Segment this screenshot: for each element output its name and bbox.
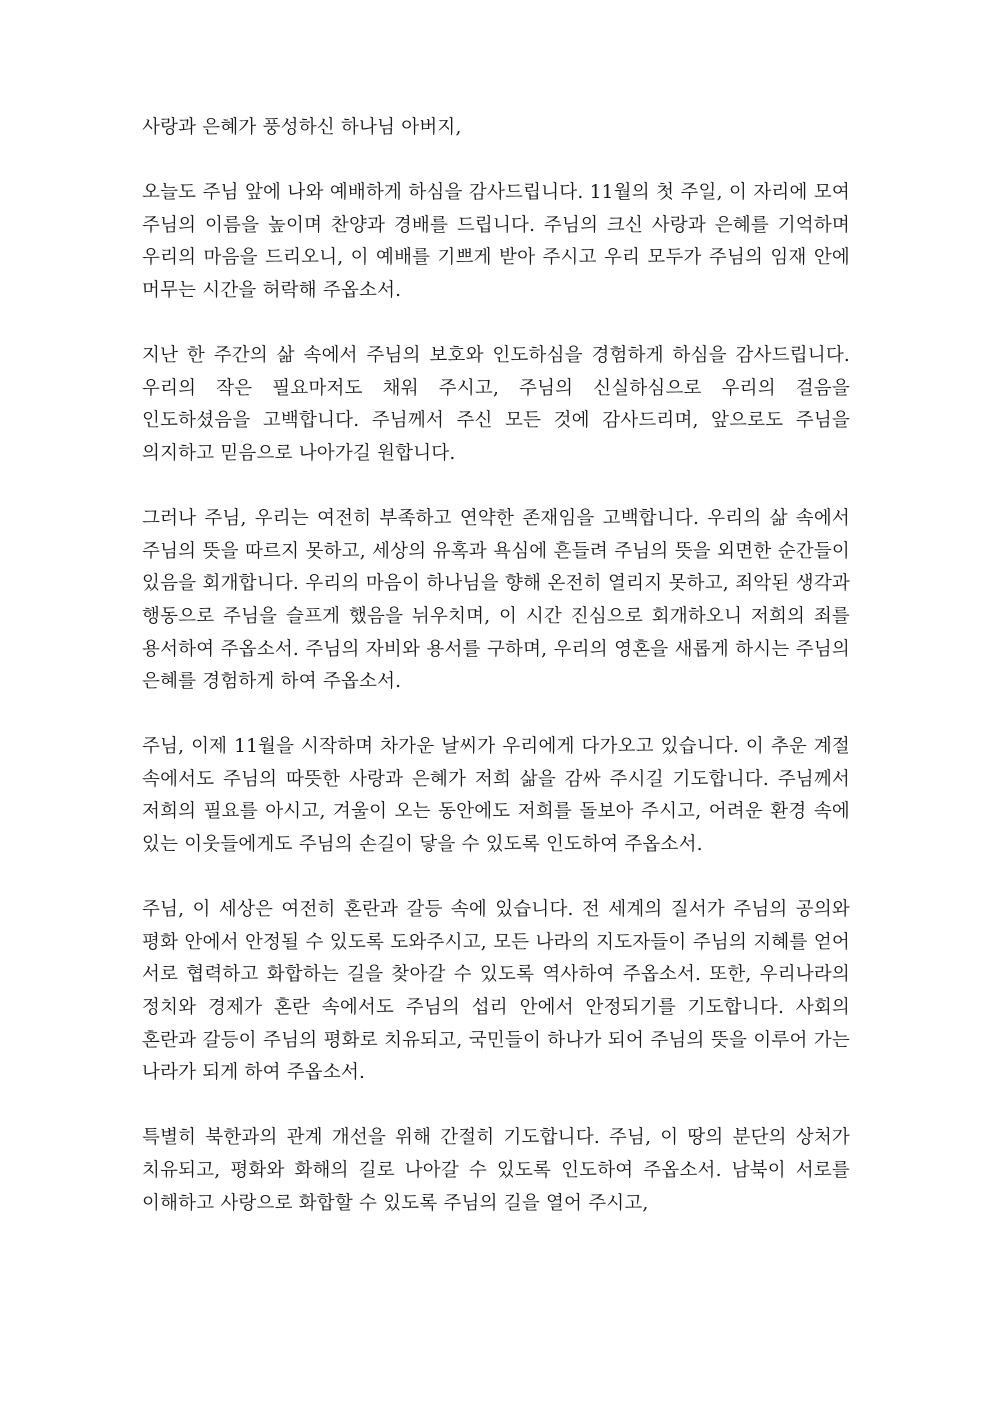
paragraph-november: 주님, 이제 11월을 시작하며 차가운 날씨가 우리에게 다가오고 있습니다. 이 추운 계절 속에서도 주님의 따뜻한 사랑과 은혜가 저희 삶을 감싸 주시길 기도합니다. 주님께서 저희의 필요를 아시고, 겨울이 오는 동안에도 저희를 돌보아 주시고, 어려운 환경 속에 있는 이웃들에게도 주님의 손길이 닿을 수 있도록 인도하여 주옵소서. <box>142 736 850 856</box>
greeting-line: 사랑과 은혜가 풍성하신 하나님 아버지, <box>142 117 462 138</box>
paragraph-world-nation: 주님, 이 세상은 여전히 혼란과 갈등 속에 있습니다. 전 세계의 질서가 주님의 공의와 평화 안에서 안정될 수 있도록 도와주시고, 모든 나라의 지도자들이 주님의 지혜를 얻어 서로 협력하고 화합하는 길을 찾아갈 수 있도록 역사하여 주옵소서. 또한, 우리나라의 정치와 경제가 혼란 속에서도 주님의 섭리 안에서 안정되기를 기도합니다. 사회의 혼란과 갈등이 주님의 평화로 치유되고, 국민들이 하나가 되어 주님의 뜻을 이루어 가는 나라가 되게 하여 주옵소서. <box>142 899 850 1084</box>
paragraph-repentance: 그러나 주님, 우리는 여전히 부족하고 연약한 존재임을 고백합니다. 우리의 삶 속에서 주님의 뜻을 따르지 못하고, 세상의 유혹과 욕심에 흔들려 주님의 뜻을 외면한 순간들이 있음을 회개합니다. 우리의 마음이 하나님을 향해 온전히 열리지 못하고, 죄악된 생각과 행동으로 주님을 슬프게 했음을 뉘우치며, 이 시간 진심으로 회개하오니 저희의 죄를 용서하여 주옵소서. 주님의 자비와 용서를 구하며, 우리의 영혼을 새롭게 하시는 주님의 은혜를 경험하게 하여 주옵소서. <box>142 508 850 693</box>
paragraph-north-korea: 특별히 북한과의 관계 개선을 위해 간절히 기도합니다. 주님, 이 땅의 분단의 상처가 치유되고, 평화와 화해의 길로 나아갈 수 있도록 인도하여 주옵소서. 남북이 서로를 이해하고 사랑으로 화합할 수 있도록 주님의 길을 열어 주시고, <box>142 1127 850 1214</box>
paragraph-thanksgiving-week: 지난 한 주간의 삶 속에서 주님의 보호와 인도하심을 경험하게 하심을 감사드립니다. 우리의 작은 필요마저도 채워 주시고, 주님의 신실하심으로 우리의 걸음을 인도하셨음을 고백합니다. 주님께서 주신 모든 것에 감사드리며, 앞으로도 주님을 의지하고 믿음으로 나아가길 원합니다. <box>142 345 850 464</box>
paragraph-thanksgiving-worship: 오늘도 주님 앞에 나와 예배하게 하심을 감사드립니다. 11월의 첫 주일, 이 자리에 모여 주님의 이름을 높이며 찬양과 경배를 드립니다. 주님의 크신 사랑과 은혜를 기억하며 우리의 마음을 드리오니, 이 예배를 기쁘게 받아 주시고 우리 모두가 주님의 임재 안에 머무는 시간을 허락해 주옵소서. <box>142 182 850 301</box>
prayer-text <box>142 112 850 1253</box>
